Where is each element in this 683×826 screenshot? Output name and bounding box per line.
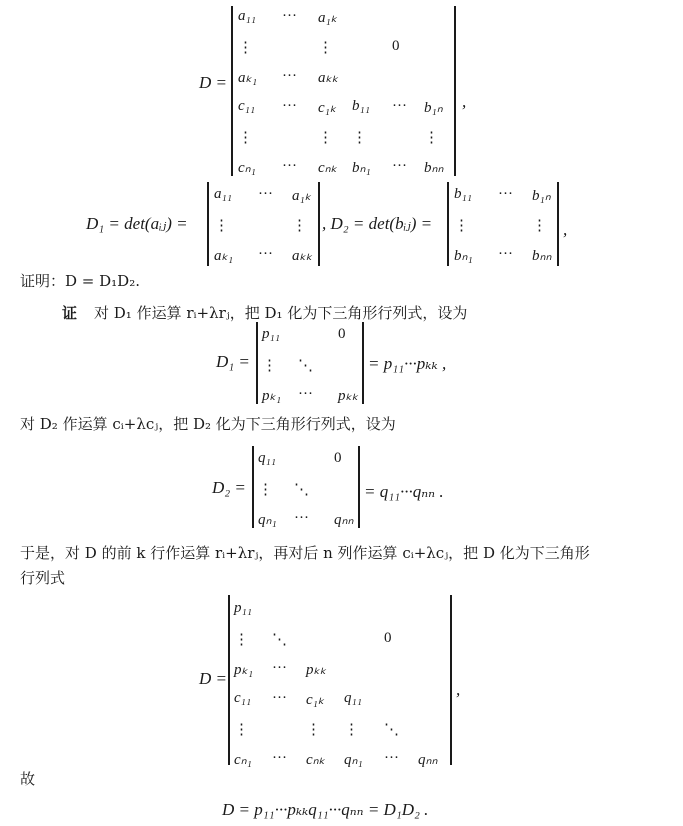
matrix-cell: ⋱ <box>272 632 287 648</box>
big-tri-label: D = <box>199 669 227 688</box>
d2-tri-label: D₂ = <box>212 478 246 497</box>
d2-trailing-comma: , <box>563 220 568 239</box>
d1-tri-left-bar <box>256 322 258 404</box>
matrix-cell: qₙ₁ <box>344 752 363 768</box>
prove-statement: 证明：D = D₁D₂. <box>20 272 140 290</box>
matrix-cell: a₁₁ <box>238 8 256 24</box>
d2-right-bar <box>557 182 559 266</box>
matrix-cell: ⋮ <box>292 218 307 234</box>
big-tri-right-bar <box>450 595 452 765</box>
matrix-cell: ⋱ <box>298 358 313 374</box>
matrix-cell: ⋱ <box>294 482 309 498</box>
matrix-cell: ⋮ <box>344 722 359 738</box>
matrix-cell: ··· <box>272 690 287 706</box>
matrix-cell: ⋮ <box>262 358 277 374</box>
matrix-cell: c₁ₖ <box>306 692 325 708</box>
matrix-cell: ··· <box>282 158 297 174</box>
matrix-cell: ⋮ <box>454 218 469 234</box>
matrix-cell: ⋮ <box>352 130 367 146</box>
matrix-cell: ⋮ <box>318 130 333 146</box>
d1-tri-label: D₁ = <box>216 352 250 371</box>
matrix-cell: p₁₁ <box>262 326 280 342</box>
matrix-cell: b₁₁ <box>352 98 370 114</box>
matrix-cell: a₁ₖ <box>292 188 312 204</box>
matrix-cell: bₙₙ <box>532 248 552 264</box>
matrix-cell: a₁ₖ <box>318 10 338 26</box>
d2-tri-right-bar <box>358 446 360 528</box>
matrix-cell: ··· <box>272 750 287 766</box>
matrix-cell: aₖₖ <box>292 248 313 264</box>
d1-tri-right-bar <box>362 322 364 404</box>
matrix-cell: cₙₖ <box>306 752 326 768</box>
matrix-cell: ··· <box>392 158 407 174</box>
matrix-cell: cₙ₁ <box>238 160 256 176</box>
matrix-cell: b₁₁ <box>454 186 472 202</box>
matrix-cell: qₙ₁ <box>258 512 277 528</box>
final-equation: D = p₁₁···pₖₖq₁₁···qₙₙ = D₁D₂ . <box>222 800 429 819</box>
matrix-d-left-bar <box>231 6 233 176</box>
d1-definition: D₁ = det(aᵢⱼ) = <box>86 214 188 233</box>
matrix-cell: q₁₁ <box>258 450 276 466</box>
d1-tri-result: = p₁₁···pₖₖ , <box>368 354 447 373</box>
matrix-cell: cₙₖ <box>318 160 338 176</box>
matrix-cell: pₖ₁ <box>262 388 282 404</box>
matrix-cell: ⋮ <box>234 722 249 738</box>
matrix-cell: ··· <box>498 186 513 202</box>
matrix-cell: q₁₁ <box>344 690 362 706</box>
matrix-cell: ··· <box>282 8 297 24</box>
matrix-cell: ··· <box>498 246 513 262</box>
proof-step1: 对 D₁ 作运算 rᵢ+λrⱼ，把 D₁ 化为下三角形行列式，设为 <box>94 304 468 322</box>
matrix-cell: bₙ₁ <box>352 160 371 176</box>
therefore-word: 故 <box>20 770 36 788</box>
matrix-cell: ⋮ <box>258 482 273 498</box>
matrix-cell: aₖₖ <box>318 70 339 86</box>
matrix-cell: ··· <box>272 660 287 676</box>
matrix-cell: pₖ₁ <box>234 662 254 678</box>
d2-tri-result: = q₁₁···qₙₙ . <box>364 482 444 501</box>
d1-left-bar <box>207 182 209 266</box>
d2-tri-left-bar <box>252 446 254 528</box>
big-tri-trailing-comma: , <box>456 680 461 699</box>
matrix-cell: qₙₙ <box>418 752 438 768</box>
matrix-cell: c₁ₖ <box>318 100 337 116</box>
matrix-cell: ⋱ <box>384 722 399 738</box>
matrix-cell: 0 <box>334 450 342 466</box>
matrix-cell: cₙ₁ <box>234 752 252 768</box>
matrix-cell: qₙₙ <box>334 512 354 528</box>
proof-step2: 对 D₂ 作运算 cᵢ+λcⱼ，把 D₂ 化为下三角形行列式，设为 <box>20 415 396 433</box>
matrix-cell: ··· <box>392 98 407 114</box>
matrix-cell: pₖₖ <box>338 388 359 404</box>
matrix-cell: bₙₙ <box>424 160 444 176</box>
d2-left-bar <box>447 182 449 266</box>
matrix-cell: ⋮ <box>318 40 333 56</box>
d1-right-bar <box>318 182 320 266</box>
matrix-cell: ··· <box>294 510 309 526</box>
matrix-cell: aₖ₁ <box>238 70 258 86</box>
matrix-d-label: D = <box>199 73 227 92</box>
big-tri-left-bar <box>228 595 230 765</box>
matrix-cell: pₖₖ <box>306 662 327 678</box>
matrix-cell: ⋮ <box>306 722 321 738</box>
matrix-cell: a₁₁ <box>214 186 232 202</box>
matrix-cell: ··· <box>384 750 399 766</box>
matrix-cell: bₙ₁ <box>454 248 473 264</box>
d2-definition: , D₂ = det(bᵢⱼ) = <box>322 214 433 233</box>
matrix-cell: aₖ₁ <box>214 248 234 264</box>
proof-step3-line2: 行列式 <box>20 569 66 587</box>
matrix-cell: ⋮ <box>424 130 439 146</box>
matrix-cell: ··· <box>298 386 313 402</box>
matrix-cell: ··· <box>258 186 273 202</box>
matrix-cell: 0 <box>392 38 400 54</box>
matrix-d-right-bar <box>454 6 456 176</box>
matrix-cell: 0 <box>338 326 346 342</box>
matrix-cell: 0 <box>384 630 392 646</box>
proof-tag: 证 <box>62 304 78 322</box>
matrix-cell: b₁ₙ <box>532 188 551 204</box>
matrix-cell: c₁₁ <box>234 690 252 706</box>
matrix-cell: ⋮ <box>532 218 547 234</box>
matrix-cell: c₁₁ <box>238 98 256 114</box>
matrix-cell: ··· <box>258 246 273 262</box>
matrix-cell: ··· <box>282 98 297 114</box>
proof-step3-line1: 于是，对 D 的前 k 行作运算 rᵢ+λrⱼ，再对后 n 列作运算 cᵢ+λcⱼ，把 D 化为下三角形 <box>20 544 590 562</box>
matrix-cell: ··· <box>282 68 297 84</box>
matrix-cell: ⋮ <box>214 218 229 234</box>
matrix-cell: ⋮ <box>238 130 253 146</box>
matrix-d-trailing-comma: , <box>462 92 467 111</box>
matrix-cell: ⋮ <box>238 40 253 56</box>
matrix-cell: b₁ₙ <box>424 100 443 116</box>
matrix-cell: p₁₁ <box>234 600 252 616</box>
matrix-cell: ⋮ <box>234 632 249 648</box>
